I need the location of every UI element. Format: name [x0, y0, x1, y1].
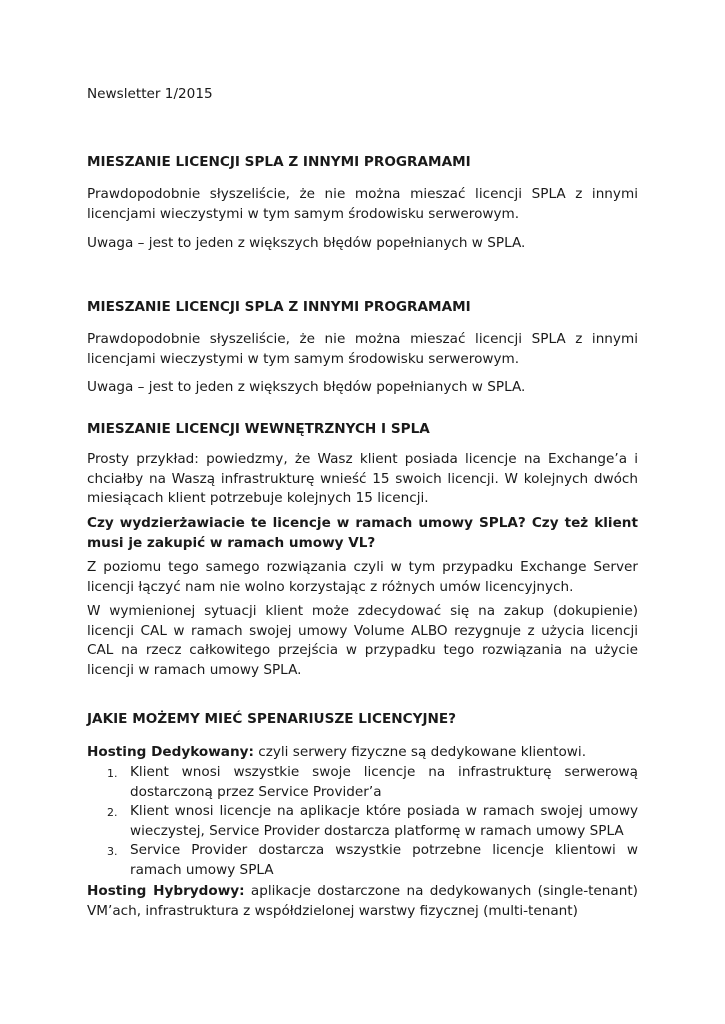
section3-paragraph-3: W wymienionej sytuacji klient może zdecydować się na zakup (dokupienie) licencji CAL w ramach swojej umowy Volume ALBO rezygnuje z użycia licencji CAL na rzecz całkowitego przejścia w przypadku tego rozwiązania na użycie licencji w ramach umowy SPLA. [87, 603, 638, 678]
scenario-list [87, 763, 638, 880]
list-item-number: 3. [107, 845, 118, 858]
section3-paragraph-2: Z poziomu tego samego rozwiązania czyli w tym przypadku Exchange Server licencji łączyć nam nie wolno korzystając z różnych umów licencyjnych. [87, 559, 638, 595]
hosting-dedicated-label: Hosting Dedykowany: [87, 744, 254, 760]
list-item-number: 1. [107, 767, 118, 780]
newsletter-title: Newsletter 1/2015 [87, 86, 213, 102]
list-item-text: Klient wnosi licencje na aplikacje które posiada w ramach swojej umowy wieczystej, Service Provider dostarcza platformę w ramach umowy SPLA [130, 803, 638, 839]
list-item [87, 763, 638, 802]
section2-paragraph-1: Prawdopodobnie słyszeliście, że nie można mieszać licencji SPLA z innymi licencjami wieczystymi w tym samym środowisku serwerowym. [87, 331, 638, 367]
section1-paragraph-2: Uwaga – jest to jeden z większych błędów popełnianych w SPLA. [87, 235, 526, 251]
hosting-hybrid-paragraph [87, 882, 638, 921]
list-item [87, 802, 638, 841]
hosting-dedicated-text: czyli serwery fizyczne są dedykowane klientowi. [253, 744, 587, 760]
section1-paragraph-1: Prawdopodobnie słyszeliście, że nie można mieszać licencji SPLA z innymi licencjami wieczystymi w tym samym środowisku serwerowym. [87, 186, 638, 222]
section2-paragraph-2: Uwaga – jest to jeden z większych błędów popełnianych w SPLA. [87, 379, 526, 395]
section3-heading: MIESZANIE LICENCJI WEWNĘTRZNYCH I SPLA [87, 421, 430, 437]
section3-question: Czy wydzierżawiacie te licencje w ramach umowy SPLA? Czy też klient musi je zakupić w ramach umowy VL? [87, 515, 638, 551]
list-item-text: Klient wnosi wszystkie swoje licencje na infrastrukturę serwerową dostarczoną przez Service Provider’a [130, 764, 638, 800]
hosting-dedicated-line [87, 743, 638, 763]
section1-heading: MIESZANIE LICENCJI SPLA Z INNYMI PROGRAMAMI [87, 154, 471, 170]
list-item-number: 2. [107, 806, 118, 819]
section3-paragraph-1: Prosty przykład: powiedzmy, że Wasz klient posiada licencje na Exchange’a i chciałby na Waszą infrastrukturę wnieść 15 swoich licencji. W kolejnych dwóch miesiącach klient potrzebuje kolejnych 15 licencji. [87, 451, 638, 506]
section2-heading: MIESZANIE LICENCJI SPLA Z INNYMI PROGRAMAMI [87, 299, 471, 315]
list-item [87, 841, 638, 880]
hosting-hybrid-label: Hosting Hybrydowy: [87, 883, 245, 899]
list-item-text: Service Provider dostarcza wszystkie potrzebne licencje klientowi w ramach umowy SPLA [130, 842, 638, 878]
section4-heading: JAKIE MOŻEMY MIEĆ SPENARIUSZE LICENCYJNE? [87, 711, 457, 727]
hosting-hybrid-text: aplikacje dostarczone na dedykowanych (single-tenant) VM’ach, infrastruktura z współdzielonej warstwy fizycznej (multi-tenant) [87, 883, 638, 919]
